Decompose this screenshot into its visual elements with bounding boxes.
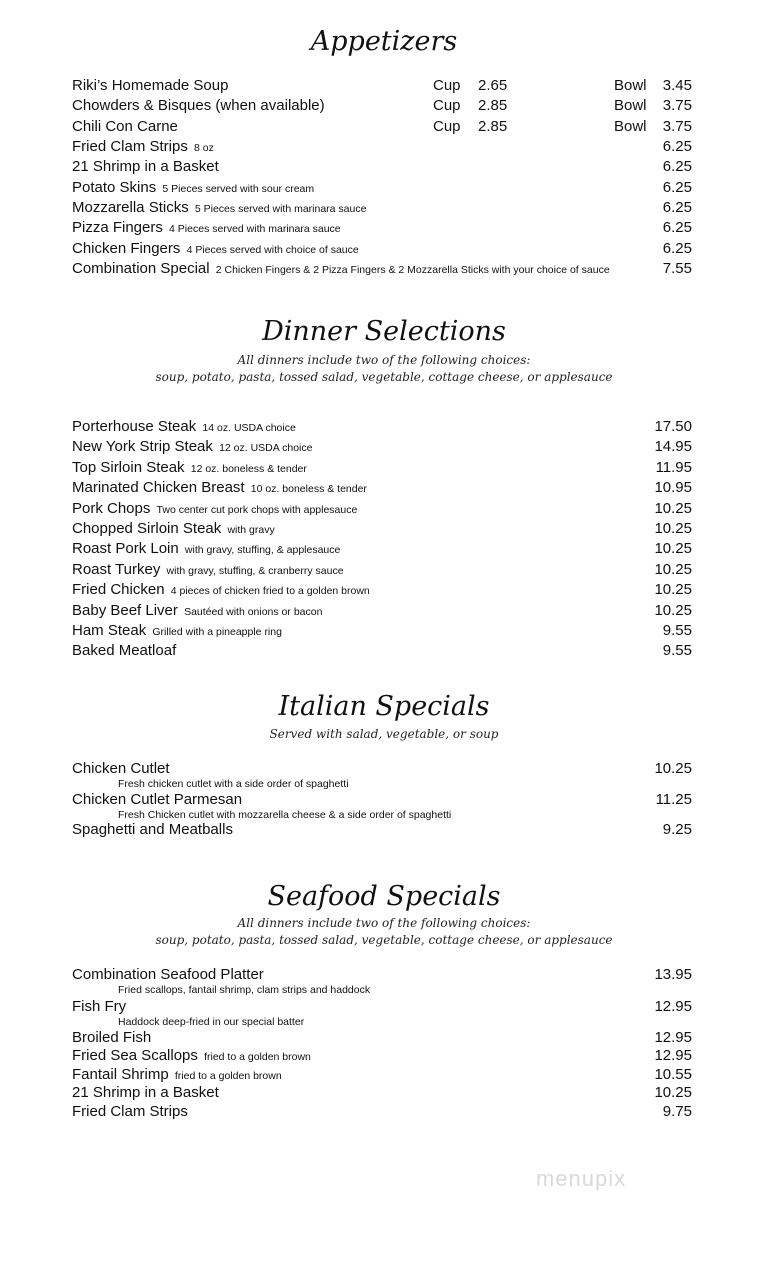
menu-item-name: Chowders & Bisques (when available) [72, 97, 325, 114]
menu-item-name: Combination Seafood Platter [72, 966, 264, 983]
menu-item-name: Potato Skins [72, 178, 157, 196]
menu-item [72, 1029, 151, 1047]
menu-item-price: 10.25 [654, 1084, 692, 1101]
menu-item [72, 561, 344, 580]
menu-item-desc: with gravy, stuffing, & applesauce [184, 544, 341, 557]
seafood-note-line2: soup, potato, pasta, tossed salad, vegetable, cottage cheese, or applesauce [155, 933, 613, 947]
cup-label: Cup [433, 118, 461, 135]
menu-item [72, 179, 314, 198]
menu-item [72, 791, 242, 809]
menu-item-name: Broiled Fish [72, 1029, 152, 1046]
menu-item-desc: 12 oz. boneless & tender [190, 462, 307, 475]
menu-item-name: Fish Fry [72, 998, 127, 1015]
menu-item-price: 10.55 [654, 1066, 692, 1083]
cup-label: Cup [433, 97, 461, 114]
menu-item-price: 10.25 [654, 601, 692, 619]
menu-item-price: 12.95 [654, 998, 692, 1015]
menu-item-price: 6.25 [662, 219, 692, 237]
menu-item-price: 10.25 [654, 760, 692, 777]
seafood-note-line1: All dinners include two of the following choices: [237, 916, 531, 930]
menu-item-name: Pizza Fingers [72, 219, 163, 237]
menu-item-desc: with gravy [227, 524, 275, 536]
menu-item [72, 260, 610, 279]
menu-item-price: 10.25 [654, 560, 692, 578]
menu-item-name: Pork Chops [72, 499, 151, 517]
bowl-price: 3.75 [662, 97, 692, 114]
seafood-heading: Seafood Specials [267, 881, 501, 912]
menu-item-name: 21 Shrimp in a Basket [72, 1084, 219, 1101]
menu-item [72, 219, 341, 238]
menu-item-name: Fried Chicken [72, 581, 165, 599]
menu-item-price: 12.95 [654, 1047, 692, 1064]
menu-item-desc: fried to a golden brown [204, 1051, 311, 1063]
menu-item-name: Fried Clam Strips [72, 138, 188, 155]
menu-item-desc: 10 oz. boneless & tender [250, 483, 367, 496]
menu-item [72, 622, 282, 641]
menu-item-name: Chicken Fingers [72, 239, 181, 257]
menu-item [72, 966, 264, 984]
menu-item-name: Chili Con Carne [72, 118, 178, 135]
menu-item [72, 821, 233, 839]
menu-item [72, 438, 312, 457]
menu-item-price: 6.25 [662, 138, 692, 155]
menu-item-name: Riki’s Homemade Soup [72, 77, 229, 94]
menu-item-price: 10.25 [654, 581, 692, 599]
menu-item-name: Porterhouse Steak [72, 418, 197, 435]
menu-item-name: Fantail Shrimp [72, 1066, 169, 1083]
menu-item-name: Spaghetti and Meatballs [72, 821, 233, 838]
menu-item [72, 479, 367, 498]
italian-heading: Italian Specials [278, 691, 490, 722]
menu-item-name: Combination Special [72, 259, 210, 277]
menu-item-desc: 4 Pieces served with marinara sauce [169, 223, 341, 236]
dinner-note-line1: All dinners include two of the following choices: [237, 353, 531, 367]
menu-item-name: Baby Beef Liver [72, 601, 178, 619]
menu-item-price: 10.25 [654, 520, 692, 537]
menu-item-price: 9.55 [662, 642, 692, 660]
menu-item-desc: 12 oz. USDA choice [219, 442, 313, 455]
menu-item-name: New York Strip Steak [72, 438, 213, 456]
menu-item-price: 6.25 [662, 178, 692, 196]
menu-item [72, 760, 170, 778]
menu-item [72, 158, 219, 176]
bowl-label: Bowl [614, 118, 647, 135]
menu-item-price: 12.95 [654, 1029, 692, 1046]
menu-item [72, 642, 176, 660]
menu-item [72, 500, 357, 519]
menu-item [72, 1066, 282, 1085]
menu-item-desc: 14 oz. USDA choice [202, 422, 296, 434]
cup-price: 2.85 [478, 97, 508, 114]
menu-item-price: 6.25 [662, 158, 692, 176]
menu-item-name: Chopped Sirloin Steak [72, 520, 222, 537]
menu-item [72, 1047, 311, 1066]
menu-item-sub: Haddock deep-fried in our special batter [118, 1016, 305, 1028]
menu-item-price: 17.50 [654, 418, 692, 435]
menu-item [72, 602, 322, 621]
menu-item-name: Mozzarella Sticks [72, 198, 189, 216]
menu-item-name: Fried Sea Scallops [72, 1047, 198, 1064]
italian-note: Served with salad, vegetable, or soup [269, 727, 499, 741]
bowl-price: 3.45 [662, 77, 692, 94]
menu-item-price: 11.25 [655, 791, 692, 808]
menu-item-price: 9.75 [662, 1103, 692, 1120]
menu-item-price: 9.55 [662, 622, 692, 639]
menu-item-desc: Grilled with a pineapple ring [152, 626, 282, 638]
menu-item [72, 1103, 188, 1121]
cup-label: Cup [433, 77, 461, 94]
menu-item-sub: Fresh Chicken cutlet with mozzarella cheese & a side order of spaghetti [118, 809, 452, 821]
menu-item-desc: Sautéed with onions or bacon [184, 605, 323, 618]
menu-item-desc: with gravy, stuffing, & cranberry sauce [166, 564, 344, 577]
menu-item-desc: Two center cut pork chops with applesauce [156, 503, 358, 516]
menu-item-name: Marinated Chicken Breast [72, 479, 245, 497]
menu-item-name: Top Sirloin Steak [72, 458, 185, 476]
dinner-note-line2: soup, potato, pasta, tossed salad, vegetable, cottage cheese, or applesauce [155, 370, 613, 384]
bowl-label: Bowl [614, 77, 647, 94]
menu-item-price: 7.55 [662, 259, 692, 277]
menu-item [72, 998, 126, 1016]
menu-item-name: Chicken Cutlet [72, 760, 170, 777]
menu-item-name: Roast Pork Loin [72, 540, 179, 558]
menu-item [72, 240, 359, 259]
cup-price: 2.65 [478, 77, 508, 94]
menu-item-name: Fried Clam Strips [72, 1103, 188, 1120]
menu-item-desc: 4 Pieces served with choice of sauce [186, 243, 359, 256]
menu-item-price: 10.95 [654, 479, 692, 497]
bowl-price: 3.75 [662, 118, 692, 135]
appetizers-heading: Appetizers [310, 26, 458, 57]
menu-item-name: Chicken Cutlet Parmesan [72, 791, 243, 808]
menu-item-desc: 2 Chicken Fingers & 2 Pizza Fingers & 2 Mozzarella Sticks with your choice of sauce [215, 263, 610, 276]
menu-item-price: 11.95 [655, 458, 692, 476]
menu-item-price: 10.25 [654, 499, 692, 517]
menu-item [72, 581, 370, 600]
menu-item [72, 1084, 219, 1102]
menu-item-price: 14.95 [654, 438, 692, 456]
menu-item-price: 9.25 [662, 821, 692, 838]
menu-item [72, 520, 275, 539]
menu-item-price: 13.95 [654, 966, 692, 983]
menu-item-desc: 8 oz [194, 142, 214, 154]
menu-item [72, 138, 214, 157]
menu-item-sub: Fresh chicken cutlet with a side order of spaghetti [118, 778, 349, 790]
menu-item [72, 199, 366, 218]
menu-item-desc: 4 pieces of chicken fried to a golden brown [170, 585, 370, 598]
menupix-watermark: menupix [536, 1166, 627, 1191]
menu-item-desc: fried to a golden brown [174, 1070, 282, 1082]
menu-item-desc: 5 Pieces served with marinara sauce [194, 202, 367, 215]
menu-item [72, 540, 340, 559]
menu-item-name: Roast Turkey [72, 560, 161, 578]
menu-item-sub: Fried scallops, fantail shrimp, clam strips and haddock [118, 984, 371, 996]
menu-item-name: Ham Steak [72, 622, 147, 639]
menu-item-name: Baked Meatloaf [72, 642, 177, 660]
cup-price: 2.85 [478, 118, 508, 135]
bowl-label: Bowl [614, 97, 647, 114]
menu-item [72, 418, 296, 437]
dinner-heading: Dinner Selections [262, 316, 506, 347]
menu-item-name: 21 Shrimp in a Basket [72, 158, 219, 176]
menu-item-price: 6.25 [662, 198, 692, 216]
menu-item [72, 459, 307, 478]
menu-item-price: 10.25 [654, 540, 692, 558]
menu-item-desc: 5 Pieces served with sour cream [162, 182, 315, 195]
menu-item-price: 6.25 [662, 239, 692, 257]
